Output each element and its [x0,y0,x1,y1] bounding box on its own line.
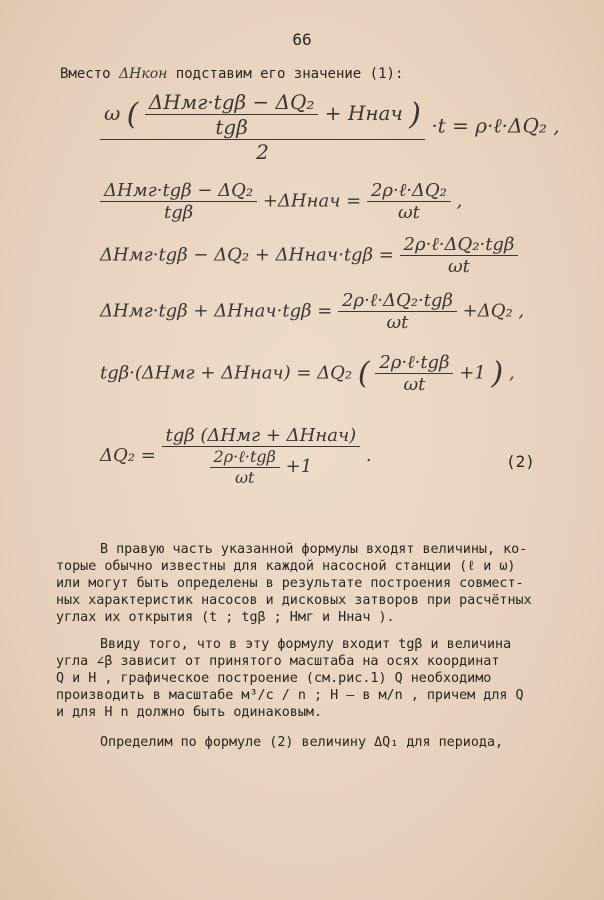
paragraph-line: угла ∠β зависит от принятого масштаба на осях координат [56,654,500,669]
eq4-lhs: ΔHмг·tgβ + ΔHнач·tgβ = [100,300,333,322]
intro-prefix: Вместо [60,66,111,82]
eq1-inner-numerator: ΔHмг·tgβ − ΔQ₂ [145,90,319,115]
paragraph-line: и для H n должно быть одинаковым. [56,705,323,720]
eq2-rhs-numerator: 2ρ·ℓ·ΔQ₂ [367,180,451,202]
eq1-omega: ω [104,101,121,125]
eq2-lhs-add: +ΔHнач = [262,190,362,212]
eq2-tail: , [456,190,463,212]
eq5-inner-numerator: 2ρ·ℓ·tgβ [375,352,453,374]
eq2-rhs-fraction [367,180,451,223]
eq3-rhs-denominator: ωt [447,256,470,277]
intro-line [60,66,403,82]
eq2-lhs-fraction [100,180,257,223]
paragraph-line: углах их открытия (t ; tgβ ; Hмг и Hнач ). [56,610,395,625]
eq5-inner-fraction [375,352,453,395]
paragraph-line: Определим по формуле (2) величину ΔQ₁ для периода, [100,735,504,750]
eq6-main-fraction [162,425,361,487]
eq6-den-add: +1 [285,456,313,477]
eq6-den-numerator: 2ρ·ℓ·tgβ [210,447,280,468]
page-number: 66 [292,30,312,49]
eq1-outer-fraction [100,90,425,164]
eq6-den-denominator: ωt [234,468,255,487]
paragraph-line: производить в масштабе м³/с / n ; H – в м/n , причем для Q [56,688,524,703]
eq5-lhs: tgβ·(ΔHмг + ΔHнач) = ΔQ₂ [100,362,353,384]
eq1-outer-numerator: ω ( $\frac{\text{ΔHмг·tgβ − ΔQ₂}}{\text{tgβ}}$ + Hнач ) [100,90,425,140]
eq4-rhs-denominator: ωt [386,312,409,333]
eq5-tail: , [508,362,515,384]
eq1-rhs: ·t = ρ·ℓ·ΔQ₂ , [431,113,560,138]
eq3-rhs-numerator: 2ρ·ℓ·ΔQ₂·tgβ [400,234,519,256]
eq3-lhs: ΔHмг·tgβ − ΔQ₂ + ΔHнач·tgβ = [100,244,394,266]
eq5-inner-add: +1 [459,362,486,384]
eq1-inner-denominator: tgβ [215,115,248,139]
equation-4 [100,290,524,333]
eq1-inner-add: + Hнач [324,101,403,125]
eq2-lhs-numerator: ΔHмг·tgβ − ΔQ₂ [100,180,257,202]
equation-2 [100,180,462,223]
eq6-lhs: ΔQ₂ = [100,445,156,466]
paragraph-line: В правую часть указанной формулы входят величины, ко- [100,542,528,557]
paragraph-3 [56,734,578,751]
equation-5: tgβ·(ΔHмг + ΔHнач) = ΔQ₂ ( $\frac{\text{2ρ·ℓ·tgβ}}{\omega t}$ +1 ) , [100,352,515,395]
paragraph-2 [56,636,578,721]
intro-symbol: ΔHкон [119,66,168,82]
eq4-tail: +ΔQ₂ , [462,300,525,322]
eq6-denominator [162,447,361,487]
eq2-lhs-denominator: tgβ [163,202,194,223]
equation-1 [100,90,560,164]
paragraph-line: Q и H , графическое построение (см.рис.1) Q необходимо [56,671,492,686]
paragraph-line: Ввиду того, что в эту формулу входит tgβ и величина [100,637,512,652]
eq6-den-fraction [210,447,280,487]
eq1-outer-denominator: 2 [256,140,269,164]
equation-number: (2) [506,452,535,471]
eq4-rhs-fraction [338,290,457,333]
eq5-inner-denominator: ωt [403,374,426,395]
eq6-numerator: tgβ (ΔHмг + ΔHнач) [162,425,361,447]
eq2-rhs-denominator: ωt [397,202,420,223]
paragraph-line: или могут быть определены в результате построения совмест- [56,576,524,591]
eq6-tail: . [365,445,372,466]
paragraph-1 [56,541,578,626]
eq1-inner-fraction [145,90,319,139]
equation-6 [100,425,372,487]
paragraph-line: торые обычно известны для каждой насосной станции (ℓ и ω) [56,559,516,574]
intro-suffix: подставим его значение (1): [175,66,404,82]
eq3-rhs-fraction [400,234,519,277]
eq4-rhs-numerator: 2ρ·ℓ·ΔQ₂·tgβ [338,290,457,312]
equation-3 [100,234,518,277]
paragraph-line: ных характеристик насосов и дисковых затворов при расчётных [56,593,532,608]
